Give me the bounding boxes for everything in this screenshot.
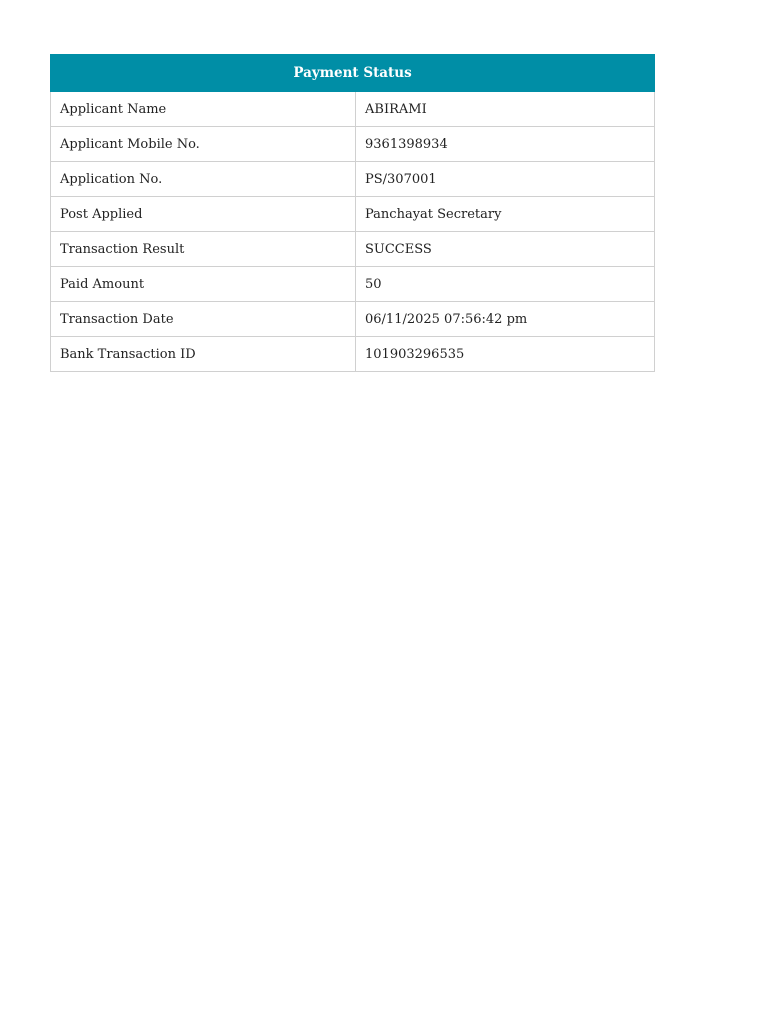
row-value: 06/11/2025 07:56:42 pm xyxy=(356,302,655,337)
row-label: Bank Transaction ID xyxy=(51,337,356,372)
row-label: Applicant Mobile No. xyxy=(51,127,356,162)
row-label: Applicant Name xyxy=(51,92,356,127)
table-row xyxy=(51,92,655,127)
table-row xyxy=(51,337,655,372)
row-value: 50 xyxy=(356,267,655,302)
row-value: Panchayat Secretary xyxy=(356,197,655,232)
table-row xyxy=(51,162,655,197)
row-label: Transaction Result xyxy=(51,232,356,267)
payment-status-table xyxy=(50,54,655,372)
row-label: Transaction Date xyxy=(51,302,356,337)
table-row xyxy=(51,197,655,232)
table-row xyxy=(51,302,655,337)
row-value: PS/307001 xyxy=(356,162,655,197)
table-row xyxy=(51,127,655,162)
row-value: SUCCESS xyxy=(356,232,655,267)
table-row xyxy=(51,267,655,302)
row-label: Application No. xyxy=(51,162,356,197)
row-value: 9361398934 xyxy=(356,127,655,162)
row-value: ABIRAMI xyxy=(356,92,655,127)
row-value: 101903296535 xyxy=(356,337,655,372)
row-label: Paid Amount xyxy=(51,267,356,302)
table-header-row xyxy=(51,55,655,92)
row-label: Post Applied xyxy=(51,197,356,232)
table-row xyxy=(51,232,655,267)
table-title: Payment Status xyxy=(51,55,655,92)
